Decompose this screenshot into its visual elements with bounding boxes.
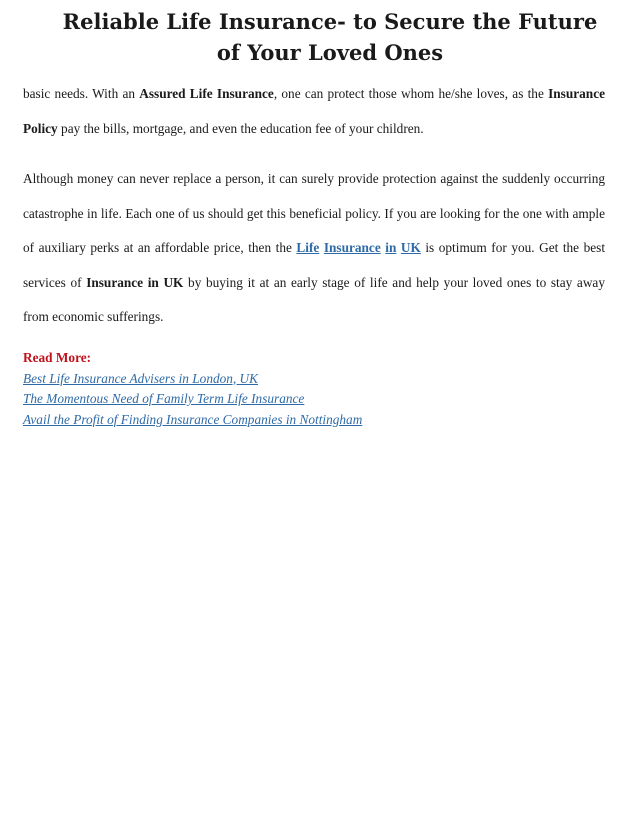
page-title xyxy=(60,6,600,68)
link-in[interactable]: in xyxy=(385,240,397,255)
p2-text-3: by buying it at an early stage of life and help your loved ones to stay away from economic sufferings. xyxy=(23,274,605,324)
read-more-link-3[interactable]: Avail the Profit of Finding Insurance Companies in Nottingham xyxy=(23,411,363,427)
p1-text-3: pay the bills, mortgage, and even the education fee of your children. xyxy=(57,121,424,136)
read-more-label: Read More: xyxy=(23,350,92,365)
p2-text-2: is optimum for you. Get the best services of xyxy=(23,240,606,290)
link-uk[interactable]: UK xyxy=(400,240,421,255)
p1-text-1: basic needs. With an xyxy=(23,86,140,101)
paragraph-2 xyxy=(23,162,605,335)
read-more-section xyxy=(23,348,605,430)
link-insurance[interactable]: Insurance xyxy=(323,240,381,255)
p1-bold-assured-life-insurance: Assured Life Insurance xyxy=(139,86,274,101)
p2-bold-insurance-in-uk: Insurance in UK xyxy=(86,274,184,290)
p1-text-2: , one can protect those whom he/she loves, as the xyxy=(273,86,549,101)
read-more-link-2[interactable]: The Momentous Need of Family Term Life Insurance xyxy=(23,391,305,406)
link-life[interactable]: Life xyxy=(296,240,320,255)
p2-text-1: Although money can never replace a person, it can surely provide protection against the suddenly occurring catastrophe in life. Each one of us should get this beneficial policy. If you are looking for the one with ample of auxiliary perks at an affordable price, then the xyxy=(23,171,605,255)
paragraph-1 xyxy=(23,76,605,146)
title-line-1: Reliable Life Insurance- to Secure the Future xyxy=(62,9,598,34)
read-more-link-1[interactable]: Best Life Insurance Advisers in London, UK xyxy=(23,370,259,386)
title-line-2: of Your Loved Ones xyxy=(216,40,444,65)
p1-bold-insurance-policy: Insurance Policy xyxy=(23,86,605,136)
